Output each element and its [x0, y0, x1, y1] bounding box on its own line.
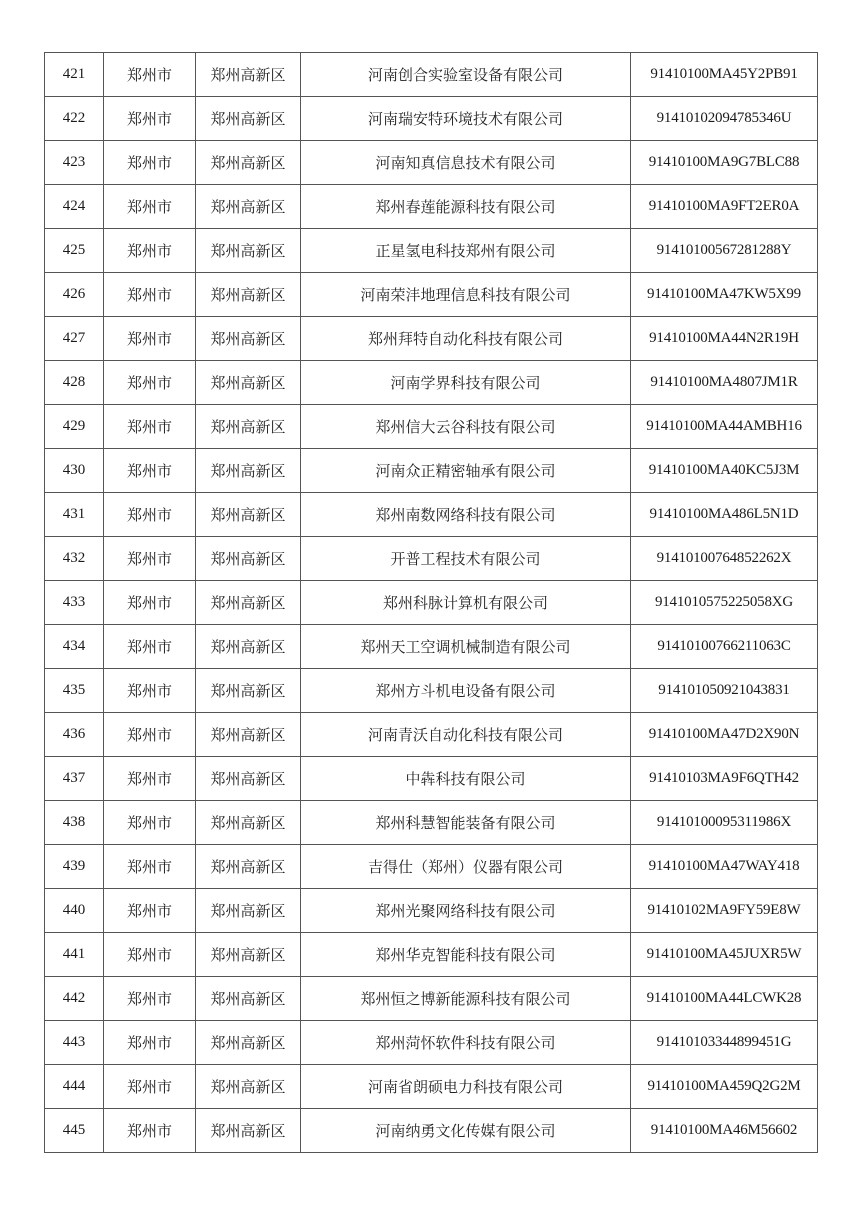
- district-cell: 郑州高新区: [196, 845, 301, 889]
- table-row: [45, 185, 818, 229]
- district-cell: 郑州高新区: [196, 449, 301, 493]
- district-cell: 郑州高新区: [196, 361, 301, 405]
- table-row: [45, 97, 818, 141]
- credit-code-cell: 91410100MA47WAY418: [631, 845, 818, 889]
- credit-code-cell: 9141010575225058XG: [631, 581, 818, 625]
- district-cell: 郑州高新区: [196, 229, 301, 273]
- table-row: [45, 977, 818, 1021]
- company-name-cell: 吉得仕（郑州）仪器有限公司: [301, 845, 631, 889]
- credit-code-cell: 91410100MA4807JM1R: [631, 361, 818, 405]
- table-row: [45, 581, 818, 625]
- city-cell: 郑州市: [104, 1021, 196, 1065]
- row-number-cell: 438: [45, 801, 104, 845]
- city-cell: 郑州市: [104, 581, 196, 625]
- table-row: [45, 53, 818, 97]
- table-row: [45, 669, 818, 713]
- credit-code-cell: 91410100MA47KW5X99: [631, 273, 818, 317]
- table-row: [45, 229, 818, 273]
- table-row: [45, 933, 818, 977]
- district-cell: 郑州高新区: [196, 801, 301, 845]
- district-cell: 郑州高新区: [196, 273, 301, 317]
- row-number-cell: 425: [45, 229, 104, 273]
- table-body: [45, 53, 818, 1153]
- enterprise-list-table: [44, 52, 818, 1153]
- table-row: [45, 273, 818, 317]
- credit-code-cell: 91410100MA459Q2G2M: [631, 1065, 818, 1109]
- row-number-cell: 433: [45, 581, 104, 625]
- district-cell: 郑州高新区: [196, 493, 301, 537]
- table-row: [45, 537, 818, 581]
- table-row: [45, 141, 818, 185]
- district-cell: 郑州高新区: [196, 625, 301, 669]
- row-number-cell: 444: [45, 1065, 104, 1109]
- district-cell: 郑州高新区: [196, 933, 301, 977]
- city-cell: 郑州市: [104, 537, 196, 581]
- city-cell: 郑州市: [104, 317, 196, 361]
- credit-code-cell: 91410102094785346U: [631, 97, 818, 141]
- row-number-cell: 443: [45, 1021, 104, 1065]
- city-cell: 郑州市: [104, 757, 196, 801]
- city-cell: 郑州市: [104, 933, 196, 977]
- table-row: [45, 449, 818, 493]
- city-cell: 郑州市: [104, 625, 196, 669]
- credit-code-cell: 91410100MA9FT2ER0A: [631, 185, 818, 229]
- table-row: [45, 405, 818, 449]
- district-cell: 郑州高新区: [196, 317, 301, 361]
- district-cell: 郑州高新区: [196, 405, 301, 449]
- table-row: [45, 493, 818, 537]
- city-cell: 郑州市: [104, 141, 196, 185]
- credit-code-cell: 91410100MA40KC5J3M: [631, 449, 818, 493]
- row-number-cell: 431: [45, 493, 104, 537]
- row-number-cell: 435: [45, 669, 104, 713]
- table-row: [45, 713, 818, 757]
- credit-code-cell: 91410100MA486L5N1D: [631, 493, 818, 537]
- row-number-cell: 432: [45, 537, 104, 581]
- credit-code-cell: 91410100MA44LCWK28: [631, 977, 818, 1021]
- company-name-cell: 河南瑞安特环境技术有限公司: [301, 97, 631, 141]
- city-cell: 郑州市: [104, 53, 196, 97]
- credit-code-cell: 91410100MA45Y2PB91: [631, 53, 818, 97]
- company-name-cell: 郑州光聚网络科技有限公司: [301, 889, 631, 933]
- company-name-cell: 河南众正精密轴承有限公司: [301, 449, 631, 493]
- row-number-cell: 426: [45, 273, 104, 317]
- row-number-cell: 439: [45, 845, 104, 889]
- city-cell: 郑州市: [104, 449, 196, 493]
- credit-code-cell: 91410100764852262X: [631, 537, 818, 581]
- credit-code-cell: 91410103344899451G: [631, 1021, 818, 1065]
- row-number-cell: 434: [45, 625, 104, 669]
- row-number-cell: 423: [45, 141, 104, 185]
- table-row: [45, 801, 818, 845]
- city-cell: 郑州市: [104, 361, 196, 405]
- table-row: [45, 1109, 818, 1153]
- table-row: [45, 845, 818, 889]
- city-cell: 郑州市: [104, 493, 196, 537]
- city-cell: 郑州市: [104, 273, 196, 317]
- credit-code-cell: 91410100MA45JUXR5W: [631, 933, 818, 977]
- district-cell: 郑州高新区: [196, 757, 301, 801]
- company-name-cell: 河南青沃自动化科技有限公司: [301, 713, 631, 757]
- district-cell: 郑州高新区: [196, 1021, 301, 1065]
- district-cell: 郑州高新区: [196, 185, 301, 229]
- company-name-cell: 河南纳勇文化传媒有限公司: [301, 1109, 631, 1153]
- company-name-cell: 河南学界科技有限公司: [301, 361, 631, 405]
- row-number-cell: 427: [45, 317, 104, 361]
- company-name-cell: 郑州科慧智能装备有限公司: [301, 801, 631, 845]
- city-cell: 郑州市: [104, 713, 196, 757]
- company-name-cell: 郑州华克智能科技有限公司: [301, 933, 631, 977]
- row-number-cell: 430: [45, 449, 104, 493]
- district-cell: 郑州高新区: [196, 889, 301, 933]
- company-name-cell: 河南荣沣地理信息科技有限公司: [301, 273, 631, 317]
- company-name-cell: 中犇科技有限公司: [301, 757, 631, 801]
- table-row: [45, 1065, 818, 1109]
- credit-code-cell: 91410100567281288Y: [631, 229, 818, 273]
- row-number-cell: 424: [45, 185, 104, 229]
- table-row: [45, 625, 818, 669]
- credit-code-cell: 91410100095311986X: [631, 801, 818, 845]
- company-name-cell: 正星氢电科技郑州有限公司: [301, 229, 631, 273]
- row-number-cell: 422: [45, 97, 104, 141]
- credit-code-cell: 91410100MA46M56602: [631, 1109, 818, 1153]
- city-cell: 郑州市: [104, 229, 196, 273]
- city-cell: 郑州市: [104, 889, 196, 933]
- city-cell: 郑州市: [104, 1065, 196, 1109]
- city-cell: 郑州市: [104, 97, 196, 141]
- company-name-cell: 郑州信大云谷科技有限公司: [301, 405, 631, 449]
- credit-code-cell: 91410100MA9G7BLC88: [631, 141, 818, 185]
- table-row: [45, 889, 818, 933]
- row-number-cell: 429: [45, 405, 104, 449]
- district-cell: 郑州高新区: [196, 1065, 301, 1109]
- district-cell: 郑州高新区: [196, 713, 301, 757]
- district-cell: 郑州高新区: [196, 977, 301, 1021]
- city-cell: 郑州市: [104, 1109, 196, 1153]
- credit-code-cell: 91410102MA9FY59E8W: [631, 889, 818, 933]
- table-row: [45, 361, 818, 405]
- district-cell: 郑州高新区: [196, 141, 301, 185]
- row-number-cell: 445: [45, 1109, 104, 1153]
- city-cell: 郑州市: [104, 845, 196, 889]
- company-name-cell: 河南知真信息技术有限公司: [301, 141, 631, 185]
- credit-code-cell: 91410100MA44N2R19H: [631, 317, 818, 361]
- row-number-cell: 437: [45, 757, 104, 801]
- district-cell: 郑州高新区: [196, 53, 301, 97]
- district-cell: 郑州高新区: [196, 1109, 301, 1153]
- company-name-cell: 郑州春莲能源科技有限公司: [301, 185, 631, 229]
- table-row: [45, 1021, 818, 1065]
- company-name-cell: 郑州菏怀软件科技有限公司: [301, 1021, 631, 1065]
- company-name-cell: 河南省朗硕电力科技有限公司: [301, 1065, 631, 1109]
- credit-code-cell: 91410103MA9F6QTH42: [631, 757, 818, 801]
- table-row: [45, 317, 818, 361]
- company-name-cell: 郑州科脉计算机有限公司: [301, 581, 631, 625]
- district-cell: 郑州高新区: [196, 537, 301, 581]
- city-cell: 郑州市: [104, 669, 196, 713]
- city-cell: 郑州市: [104, 405, 196, 449]
- city-cell: 郑州市: [104, 977, 196, 1021]
- credit-code-cell: 91410100766211063C: [631, 625, 818, 669]
- row-number-cell: 428: [45, 361, 104, 405]
- row-number-cell: 436: [45, 713, 104, 757]
- table-row: [45, 757, 818, 801]
- company-name-cell: 郑州方斗机电设备有限公司: [301, 669, 631, 713]
- city-cell: 郑州市: [104, 801, 196, 845]
- city-cell: 郑州市: [104, 185, 196, 229]
- row-number-cell: 421: [45, 53, 104, 97]
- company-name-cell: 郑州拜特自动化科技有限公司: [301, 317, 631, 361]
- district-cell: 郑州高新区: [196, 581, 301, 625]
- row-number-cell: 441: [45, 933, 104, 977]
- row-number-cell: 442: [45, 977, 104, 1021]
- company-name-cell: 开普工程技术有限公司: [301, 537, 631, 581]
- district-cell: 郑州高新区: [196, 97, 301, 141]
- company-name-cell: 河南创合实验室设备有限公司: [301, 53, 631, 97]
- credit-code-cell: 91410100MA44AMBH16: [631, 405, 818, 449]
- company-name-cell: 郑州南数网络科技有限公司: [301, 493, 631, 537]
- credit-code-cell: 914101050921043831: [631, 669, 818, 713]
- company-name-cell: 郑州天工空调机械制造有限公司: [301, 625, 631, 669]
- company-name-cell: 郑州恒之博新能源科技有限公司: [301, 977, 631, 1021]
- district-cell: 郑州高新区: [196, 669, 301, 713]
- credit-code-cell: 91410100MA47D2X90N: [631, 713, 818, 757]
- row-number-cell: 440: [45, 889, 104, 933]
